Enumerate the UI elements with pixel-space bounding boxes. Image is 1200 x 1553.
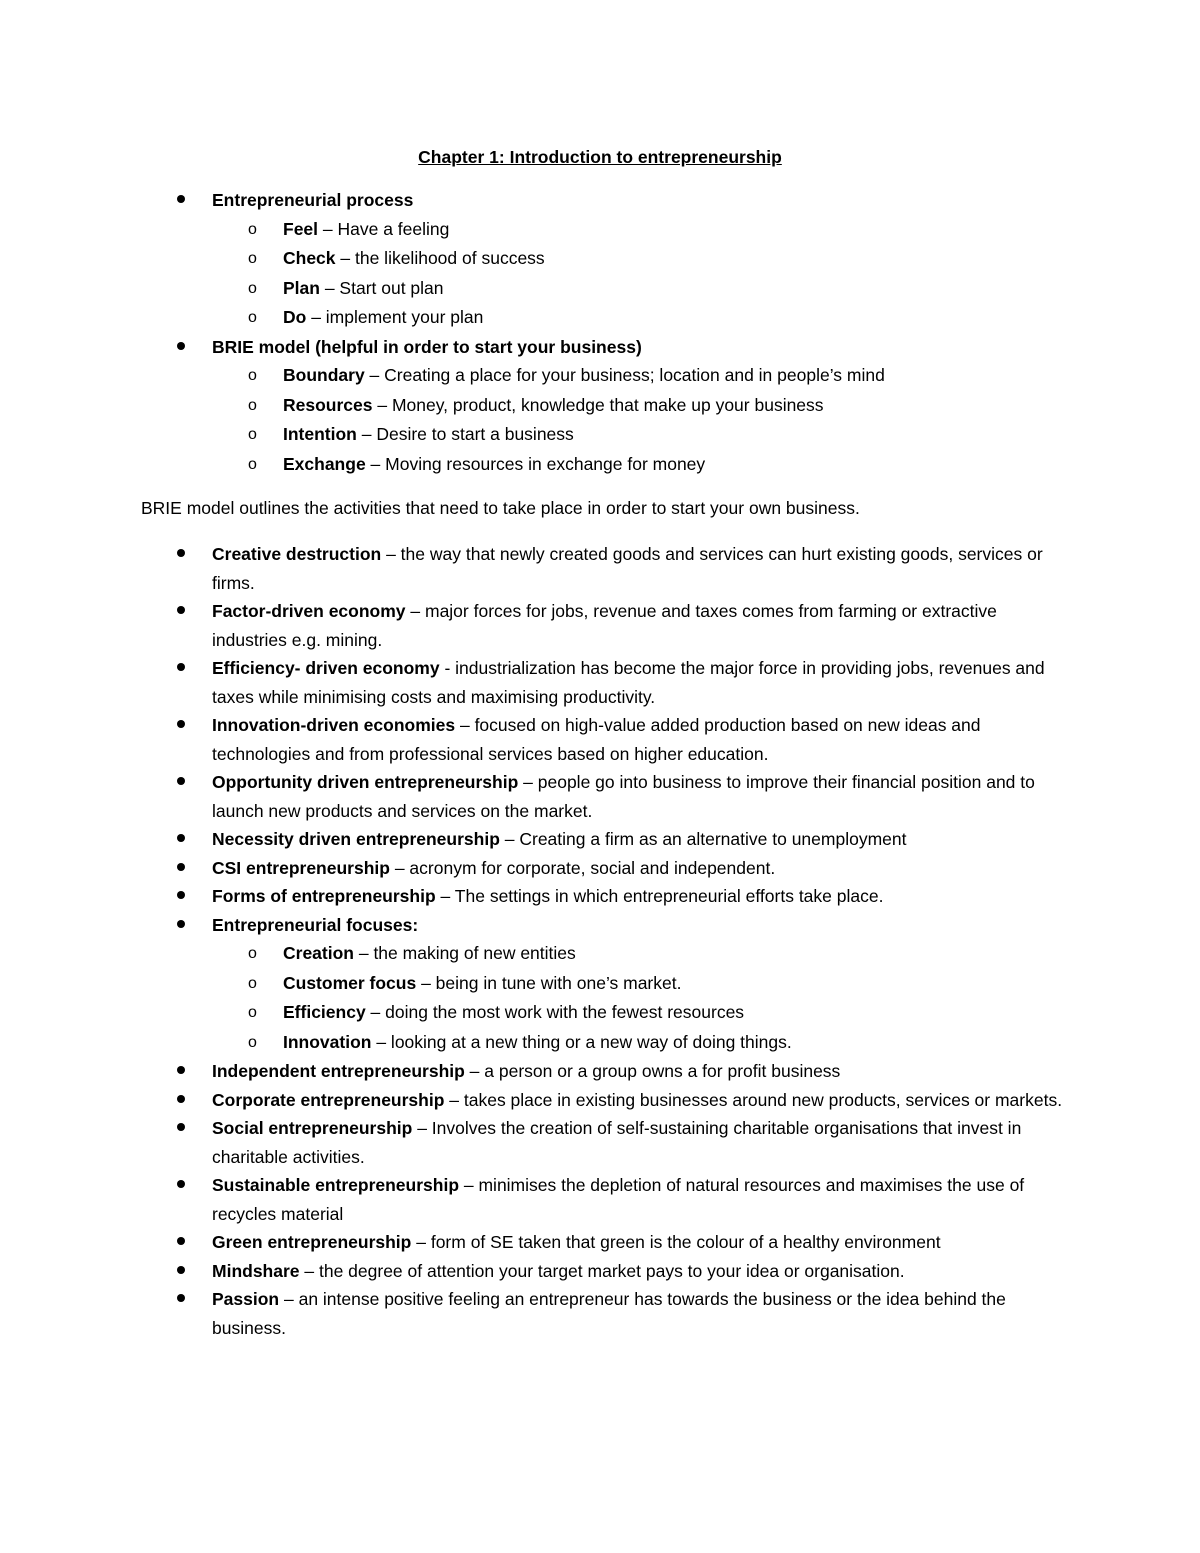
term: BRIE model (helpful in order to start your business) — [212, 336, 642, 357]
definition: – minimises the depletion of natural resources and maximises the use of recycles material — [212, 1175, 1025, 1224]
circle-bullet-icon: o — [248, 945, 257, 962]
sub-definition: – looking at a new thing or a new way of doing things. — [371, 1031, 792, 1052]
list-item — [0, 1285, 1200, 1342]
list-item — [0, 1114, 1200, 1171]
definition: – Creating a firm as an alternative to unemployment — [499, 829, 907, 849]
sub-definition: – being in tune with one’s market. — [416, 972, 682, 993]
definition: – The settings in which entrepreneurial efforts take place. — [435, 886, 884, 906]
definition: – form of SE taken that green is the colour of a healthy environment — [411, 1232, 941, 1252]
sub-term: Check — [283, 248, 336, 268]
brie-summary-paragraph: BRIE model outlines the activities that need to take place in order to start your own business. — [141, 498, 860, 518]
circle-bullet-icon: o — [248, 455, 257, 473]
circle-bullet-icon: o — [248, 396, 257, 414]
term: Forms of entrepreneurship — [212, 886, 436, 906]
bullet-icon — [177, 1180, 185, 1188]
circle-bullet-icon: o — [248, 1033, 257, 1051]
term: Independent entrepreneurship — [212, 1061, 465, 1081]
sub-term: Resources — [283, 394, 373, 415]
term: Efficiency- driven economy — [212, 658, 440, 678]
bullet-icon — [177, 342, 185, 350]
list-item — [0, 1057, 1200, 1086]
page-title: Chapter 1: Introduction to entrepreneurship — [418, 147, 782, 167]
list-item — [0, 825, 1200, 854]
bullet-icon — [177, 606, 185, 614]
bullet-icon — [177, 720, 185, 728]
bullet-icon — [177, 1237, 185, 1245]
sub-list-item — [0, 969, 1200, 999]
sub-definition: – Desire to start a business — [356, 424, 574, 444]
term: Factor-driven economy — [212, 601, 406, 621]
entrepreneurial-basics-list — [0, 186, 885, 479]
sub-list-item — [0, 244, 885, 274]
circle-bullet-icon: o — [248, 220, 257, 238]
sub-definition: – Have a feeling — [318, 218, 450, 239]
sub-definition: – Moving resources in exchange for money — [365, 453, 706, 474]
circle-bullet-icon: o — [248, 974, 257, 992]
sub-list-item — [0, 1028, 1200, 1058]
definition: – the way that newly created goods and services can hurt existing goods, services or firms. — [212, 544, 1043, 593]
term: Social entrepreneurship — [212, 1118, 413, 1138]
bullet-icon — [177, 891, 185, 899]
circle-bullet-icon: o — [248, 250, 257, 267]
definition: – people go into business to improve their financial position and to launch new products and services on the market. — [212, 772, 1035, 821]
bullet-icon — [177, 195, 185, 203]
sub-term: Efficiency — [283, 1002, 366, 1022]
definition: – focused on high-value added production based on new ideas and technologies and from professional services based on higher education. — [212, 715, 981, 764]
bullet-icon — [177, 1266, 185, 1274]
bullet-icon — [177, 777, 185, 785]
sub-list-item — [0, 303, 885, 333]
definition: – an intense positive feeling an entrepreneur has towards the business or the idea behind the business. — [212, 1289, 1006, 1338]
list-item — [0, 597, 1200, 654]
sub-list-item — [0, 391, 885, 421]
sub-list-item — [0, 450, 885, 480]
list-item — [0, 854, 1200, 883]
definition: – the degree of attention your target market pays to your idea or organisation. — [299, 1260, 905, 1281]
list-item — [0, 186, 885, 215]
term: Sustainable entrepreneurship — [212, 1175, 460, 1195]
sub-term: Boundary — [283, 365, 365, 385]
term: Mindshare — [212, 1260, 300, 1281]
list-item — [0, 711, 1200, 768]
circle-bullet-icon: o — [248, 309, 257, 326]
bullet-icon — [177, 834, 185, 842]
sub-list-item — [0, 274, 885, 304]
sub-term: Creation — [283, 943, 354, 963]
circle-bullet-icon: o — [248, 1004, 257, 1021]
list-item — [0, 1228, 1200, 1257]
sub-definition: – implement your plan — [306, 307, 484, 327]
bullet-icon — [177, 549, 185, 557]
sub-term: Intention — [283, 424, 357, 444]
sub-list-item — [0, 939, 1200, 969]
sub-term: Innovation — [283, 1031, 372, 1052]
sub-term: Exchange — [283, 453, 366, 474]
list-item — [0, 333, 885, 362]
term: Green entrepreneurship — [212, 1232, 412, 1252]
list-item — [0, 1171, 1200, 1228]
sub-list-item — [0, 420, 885, 450]
sub-term: Plan — [283, 277, 320, 298]
circle-bullet-icon: o — [248, 426, 257, 443]
sub-definition: – the likelihood of success — [335, 248, 545, 268]
definition: – takes place in existing businesses around new products, services or markets. — [444, 1089, 1063, 1110]
list-item — [0, 654, 1200, 711]
sub-definition: – the making of new entities — [353, 943, 576, 963]
list-item — [0, 1257, 1200, 1286]
term: Entrepreneurial focuses: — [212, 914, 419, 935]
list-item — [0, 540, 1200, 597]
term: Corporate entrepreneurship — [212, 1089, 445, 1110]
definition: - industrialization has become the major force in providing jobs, revenues and taxes while minimising costs and maximising productivity. — [212, 658, 1045, 707]
bullet-icon — [177, 1294, 185, 1302]
sub-term: Do — [283, 307, 307, 327]
sub-term: Feel — [283, 218, 319, 239]
bullet-icon — [177, 1066, 185, 1074]
list-item — [0, 882, 1200, 911]
bullet-icon — [177, 920, 185, 928]
list-item — [0, 1086, 1200, 1115]
sub-definition: – Creating a place for your business; location and in people’s mind — [364, 365, 885, 385]
term: Necessity driven entrepreneurship — [212, 829, 500, 849]
definition: – acronym for corporate, social and independent. — [389, 857, 776, 878]
sub-term: Customer focus — [283, 972, 417, 993]
list-item — [0, 911, 1200, 940]
term: Innovation-driven economies — [212, 715, 456, 735]
bullet-icon — [177, 1123, 185, 1131]
term: Passion — [212, 1289, 280, 1309]
definition: – major forces for jobs, revenue and taxes comes from farming or extractive industries e.g. mining. — [212, 601, 997, 650]
term: Entrepreneurial process — [212, 190, 414, 210]
bullet-icon — [177, 863, 185, 871]
definition: – a person or a group owns a for profit business — [464, 1061, 841, 1081]
sub-definition: – Start out plan — [319, 277, 444, 298]
circle-bullet-icon: o — [248, 367, 257, 384]
circle-bullet-icon: o — [248, 279, 257, 297]
term: Creative destruction — [212, 544, 382, 564]
definitions-list — [0, 540, 1200, 1342]
list-item — [0, 768, 1200, 825]
sub-list-item — [0, 998, 1200, 1028]
definition: – Involves the creation of self-sustaining charitable organisations that invest in charitable activities. — [212, 1118, 1022, 1167]
term: Opportunity driven entrepreneurship — [212, 772, 519, 792]
sub-definition: – Money, product, knowledge that make up your business — [372, 394, 824, 415]
term: CSI entrepreneurship — [212, 857, 390, 878]
bullet-icon — [177, 1095, 185, 1103]
bullet-icon — [177, 663, 185, 671]
sub-definition: – doing the most work with the fewest resources — [365, 1002, 745, 1022]
sub-list-item — [0, 361, 885, 391]
sub-list-item — [0, 215, 885, 245]
